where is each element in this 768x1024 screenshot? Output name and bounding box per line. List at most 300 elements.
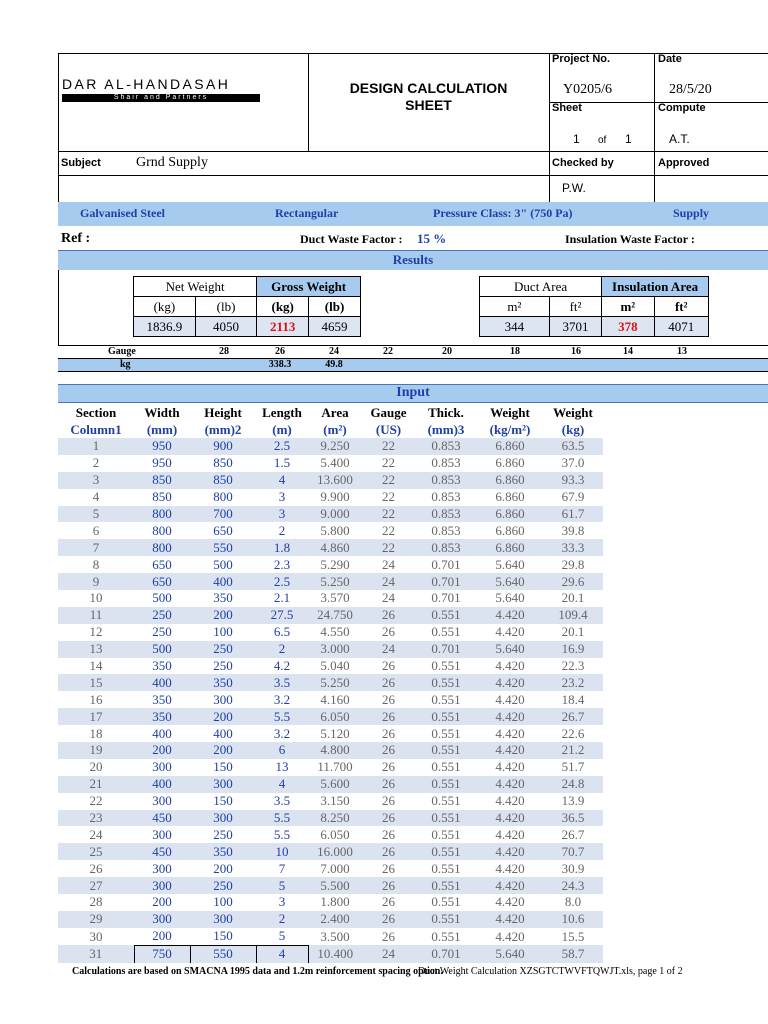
table-cell: 5.640 (477, 573, 543, 590)
table-cell: 5.5 (256, 708, 308, 725)
gauge-number: 16 (571, 346, 581, 357)
table-cell: 4.420 (495, 725, 525, 741)
table-cell: 11 (58, 607, 134, 624)
table-row (58, 455, 603, 472)
table-row (58, 489, 603, 506)
table-cell: 22 (362, 472, 415, 489)
table-cell: 650 (134, 573, 190, 590)
table-cell: 250 (213, 658, 233, 674)
table-cell: 5 (256, 877, 308, 894)
gauge-number: 24 (329, 346, 339, 357)
ins-ft2-unit: ft² (654, 297, 708, 317)
table-cell: 22 (362, 539, 415, 556)
ins-m2-value: 378 (602, 317, 654, 337)
duct-waste-label: Duct Waste Factor : (300, 232, 403, 246)
table-cell: 250 (190, 641, 256, 658)
project-no-value: Y0205/6 (563, 82, 612, 97)
table-cell: 24.3 (543, 877, 603, 894)
table-cell: 15.5 (561, 928, 585, 944)
table-cell: 0.701 (431, 590, 461, 606)
table-cell: 100 (213, 624, 233, 640)
table-row (58, 708, 603, 725)
table-row (58, 877, 603, 894)
table-cell: 850 (190, 472, 256, 489)
table-cell: 30.9 (561, 860, 585, 876)
table-cell: 20 (89, 759, 103, 775)
column-unit: (m) (272, 421, 292, 437)
input-title: Input (396, 385, 430, 400)
table-cell: 6 (256, 742, 308, 759)
table-cell: 250 (152, 624, 172, 640)
table-cell: 2 (256, 641, 308, 658)
table-cell: 1.5 (273, 455, 291, 471)
company-logo (62, 76, 260, 102)
table-cell: 2.3 (273, 556, 291, 572)
table-cell: 4.420 (477, 810, 543, 827)
table-cell: 29.6 (543, 573, 603, 590)
table-cell: 58.7 (543, 945, 603, 962)
duct-waste-value: 15 % (417, 231, 447, 246)
subject-label: Subject (61, 157, 101, 169)
table-cell: 26 (382, 894, 395, 910)
table-cell: 4 (256, 472, 308, 489)
table-cell: 29.8 (561, 556, 585, 572)
table-cell: 350 (213, 590, 233, 606)
duct-ft2-unit: ft² (549, 297, 601, 317)
duct-m2-value: 344 (480, 317, 550, 337)
table-cell: 4.550 (320, 624, 350, 640)
table-cell: 26.7 (543, 708, 603, 725)
column-header: Height (204, 404, 242, 420)
table-cell: 7 (278, 860, 286, 876)
table-cell: 24.8 (543, 776, 603, 793)
table-cell: 850 (213, 455, 233, 471)
table-cell: 350 (190, 843, 256, 860)
table-cell: 5.500 (308, 877, 362, 894)
table-cell: 22.6 (561, 725, 585, 741)
table-cell: 25 (58, 843, 134, 860)
footer-note: Calculations are based on SMACNA 1995 data and 1.2m reinforcement spacing option. (72, 966, 443, 977)
table-cell: 6.860 (477, 539, 543, 556)
table-cell: 250 (134, 607, 190, 624)
column-header: Gauge (370, 404, 407, 420)
table-cell: 24.750 (308, 607, 362, 624)
table-cell: 0.853 (415, 539, 477, 556)
table-cell: 30 (89, 928, 103, 944)
table-cell: 26 (362, 810, 415, 827)
column-unit: Column1 (70, 421, 122, 437)
table-cell: 26 (362, 843, 415, 860)
net-weight-label: Net Weight (134, 277, 257, 297)
table-cell: 2.400 (308, 911, 362, 928)
table-cell: 24 (362, 641, 415, 658)
table-cell: 5.290 (320, 556, 350, 572)
table-cell: 18 (89, 725, 103, 741)
table-cell: 22 (382, 522, 395, 538)
table-cell: 750 (134, 945, 190, 962)
table-cell: 550 (190, 945, 256, 962)
table-cell: 3 (278, 894, 286, 910)
gross-lb-value: 4659 (309, 317, 361, 337)
table-cell: 15 (58, 674, 134, 691)
table-row (58, 759, 603, 776)
company-name: DAR AL-HANDASAH (62, 76, 231, 92)
insulation-waste-label: Insulation Waste Factor : (565, 232, 695, 246)
column-unit: (mm) (146, 421, 178, 437)
table-cell: 22 (89, 793, 103, 809)
table-cell: 200 (190, 607, 256, 624)
table-cell: 150 (213, 928, 233, 944)
table-cell: 0.551 (431, 826, 461, 842)
table-cell: 24 (382, 556, 395, 572)
table-cell: 300 (152, 759, 172, 775)
table-row (58, 573, 603, 590)
table-row (58, 539, 603, 556)
input-unit-row (58, 421, 603, 438)
gauge-strip (58, 346, 768, 373)
gauge-number: 26 (275, 346, 285, 357)
table-cell: 17 (58, 708, 134, 725)
table-cell: 26 (362, 877, 415, 894)
table-cell: 5.800 (320, 522, 350, 538)
table-cell: 500 (152, 590, 172, 606)
table-cell: 5.640 (477, 641, 543, 658)
table-cell: 4.420 (477, 742, 543, 759)
table-cell: 4.420 (495, 691, 525, 707)
area-table (479, 276, 709, 337)
table-cell: 8.250 (308, 810, 362, 827)
table-cell: 26 (382, 725, 395, 741)
table-cell: 5.400 (320, 455, 350, 471)
table-cell: 4.420 (477, 843, 543, 860)
table-cell: 150 (213, 759, 233, 775)
table-cell: 22 (362, 438, 415, 455)
checked-value: P.W. (562, 181, 586, 195)
table-cell: 450 (134, 843, 190, 860)
table-cell: 4.420 (477, 607, 543, 624)
table-cell: 22.3 (561, 658, 585, 674)
date-label: Date (658, 53, 682, 65)
table-cell: 4.420 (477, 708, 543, 725)
table-cell: 13 (275, 759, 289, 775)
table-cell: 26 (382, 860, 395, 876)
table-cell: 100 (213, 894, 233, 910)
table-cell: 0.853 (431, 455, 461, 471)
table-cell: 21.2 (543, 742, 603, 759)
table-cell: 3.5 (256, 674, 308, 691)
table-cell: 2 (256, 911, 308, 928)
table-cell: 550 (190, 539, 256, 556)
table-row (58, 894, 603, 911)
table-cell: 0.551 (415, 742, 477, 759)
approved-label: Approved (658, 157, 710, 169)
gauge-number: 13 (677, 346, 687, 357)
column-header: Length (262, 404, 302, 420)
table-cell: 5.5 (256, 810, 308, 827)
table-cell: 6.050 (308, 708, 362, 725)
table-cell: 0.551 (431, 691, 461, 707)
table-row (58, 843, 603, 860)
table-cell: 24 (382, 590, 395, 606)
table-cell: 5 (278, 928, 286, 944)
table-cell: 11.700 (317, 759, 353, 775)
table-cell: 16.9 (543, 641, 603, 658)
table-row (58, 522, 603, 539)
table-cell: 3.2 (273, 691, 291, 707)
table-cell: 450 (134, 810, 190, 827)
table-cell: 350 (134, 708, 190, 725)
table-cell: 26 (362, 776, 415, 793)
gauge-number: 28 (219, 346, 229, 357)
net-kg-value: 1836.9 (134, 317, 196, 337)
table-row (58, 438, 603, 455)
ins-m2-unit: m² (602, 297, 654, 317)
gross-kg-value: 2113 (257, 317, 309, 337)
table-cell: 4.420 (495, 860, 525, 876)
footer-file: Duct Weight Calculation XZSGTCTWVFTQWJT.xls, page 1 of 2 (418, 966, 683, 977)
table-cell: 33.3 (543, 539, 603, 556)
table-cell: 3.570 (320, 590, 350, 606)
table-cell: 26 (362, 742, 415, 759)
table-cell: 850 (152, 489, 172, 505)
table-cell: 24 (362, 945, 415, 962)
table-cell: 300 (134, 911, 190, 928)
table-cell: 5.600 (308, 776, 362, 793)
table-cell: 10.6 (543, 911, 603, 928)
table-cell: 13.600 (308, 472, 362, 489)
table-cell: 2 (92, 455, 100, 471)
material: Galvanised Steel (80, 206, 166, 220)
table-cell: 800 (213, 489, 233, 505)
table-row (58, 506, 603, 523)
duct-area-label: Duct Area (480, 277, 602, 297)
table-cell: 0.551 (415, 810, 477, 827)
table-cell: 26 (382, 793, 395, 809)
table-row (58, 776, 603, 793)
table-cell: 10 (256, 843, 308, 860)
table-cell: 12 (89, 624, 103, 640)
table-row (58, 928, 603, 945)
table-cell: 400 (213, 725, 233, 741)
table-cell: 950 (152, 455, 172, 471)
column-header: Weight (490, 404, 530, 420)
table-cell: 4 (256, 776, 308, 793)
table-cell: 6.5 (273, 624, 291, 640)
table-cell: 900 (190, 438, 256, 455)
table-cell: 7.000 (320, 860, 350, 876)
table-cell: 6.860 (495, 455, 525, 471)
table-cell: 70.7 (543, 843, 603, 860)
table-cell: 5.5 (273, 826, 291, 842)
table-cell: 5.120 (320, 725, 350, 741)
sheet-number: 1 (573, 132, 580, 146)
table-cell: 26 (362, 607, 415, 624)
column-unit: (mm)2 (204, 421, 242, 437)
table-cell: 4.420 (495, 759, 525, 775)
column-header: Width (144, 404, 180, 420)
ref-label: Ref : (61, 231, 91, 246)
table-cell: 26 (382, 759, 395, 775)
table-cell: 9.250 (308, 438, 362, 455)
table-cell: 6 (92, 522, 100, 538)
table-cell: 300 (190, 911, 256, 928)
weight-table (133, 276, 361, 337)
table-cell: 4.420 (477, 877, 543, 894)
table-cell: 0.701 (415, 573, 477, 590)
input-header-row (58, 404, 603, 421)
gauge-kg-value: 49.8 (325, 359, 343, 370)
table-cell: 200 (190, 708, 256, 725)
table-cell: 300 (190, 810, 256, 827)
table-cell: 200 (152, 894, 172, 910)
table-cell: 22 (362, 506, 415, 523)
table-cell: 200 (152, 928, 172, 944)
table-cell: 3 (278, 489, 286, 505)
table-cell: 26 (362, 911, 415, 928)
table-cell: 27.5 (256, 607, 308, 624)
table-cell: 500 (213, 556, 233, 572)
table-row (58, 641, 603, 658)
column-header: Section (75, 404, 117, 420)
table-cell: 0.551 (431, 759, 461, 775)
table-cell: 4.860 (308, 539, 362, 556)
table-cell: 200 (213, 860, 233, 876)
table-cell: 109.4 (543, 607, 603, 624)
table-cell: 4 (256, 945, 308, 962)
table-cell: 26 (362, 674, 415, 691)
shape: Rectangular (275, 206, 339, 220)
table-cell: 37.0 (561, 455, 585, 471)
table-cell: 5.640 (495, 590, 525, 606)
table-cell: 350 (152, 658, 172, 674)
table-cell: 23 (58, 810, 134, 827)
table-cell: 350 (190, 674, 256, 691)
table-cell: 650 (213, 522, 233, 538)
table-cell: 9.900 (320, 489, 350, 505)
table-cell: 0.551 (415, 708, 477, 725)
table-cell: 0.551 (431, 658, 461, 674)
table-cell: 5.250 (308, 674, 362, 691)
table-cell: 67.9 (561, 489, 585, 505)
sheet-title-line2: SHEET (405, 97, 452, 113)
table-cell: 6.860 (477, 438, 543, 455)
table-cell: 4.420 (495, 928, 525, 944)
table-cell: 300 (134, 877, 190, 894)
gross-weight-label: Gross Weight (257, 277, 361, 297)
table-cell: 0.701 (415, 945, 477, 962)
table-cell: 0.551 (431, 860, 461, 876)
column-unit: (m²) (323, 421, 347, 437)
gauge-kg-label: kg (120, 359, 131, 370)
company-subtitle: Shair and Partners (62, 94, 260, 102)
gauge-number: 14 (623, 346, 633, 357)
table-cell: 500 (134, 641, 190, 658)
table-cell: 6.050 (320, 826, 350, 842)
insulation-area-label: Insulation Area (602, 277, 709, 297)
sheet-title-line1: DESIGN CALCULATION (349, 80, 508, 96)
table-cell: 1.800 (320, 894, 350, 910)
table-cell: 300 (152, 793, 172, 809)
table-cell: 400 (152, 725, 172, 741)
table-cell: 4 (92, 489, 100, 505)
table-cell: 950 (134, 438, 190, 455)
table-cell: 4.420 (477, 674, 543, 691)
table-cell: 6.860 (495, 522, 525, 538)
table-cell: 0.551 (415, 674, 477, 691)
table-cell: 300 (152, 826, 172, 842)
gauge-number: 22 (383, 346, 393, 357)
table-cell: 0.551 (415, 877, 477, 894)
table-cell: 200 (190, 742, 256, 759)
system-type: Supply (673, 206, 710, 220)
sheet-title (308, 80, 549, 114)
table-cell: 10 (89, 590, 103, 606)
table-cell: 800 (152, 522, 172, 538)
table-cell: 3 (58, 472, 134, 489)
table-cell: 1 (58, 438, 134, 455)
table-cell: 0.551 (415, 607, 477, 624)
project-no-label: Project No. (552, 53, 611, 65)
table-cell: 5.640 (495, 556, 525, 572)
checked-label: Checked by (552, 157, 614, 169)
computed-value: A.T. (669, 132, 690, 146)
table-cell: 13 (58, 641, 134, 658)
table-row (58, 590, 603, 607)
table-cell: 93.3 (543, 472, 603, 489)
table-row (58, 674, 603, 691)
table-cell: 300 (152, 860, 172, 876)
gauge-label: Gauge (108, 346, 136, 357)
table-row (58, 742, 603, 759)
table-cell: 4.420 (495, 894, 525, 910)
table-cell: 800 (134, 539, 190, 556)
subject-value: Grnd Supply (136, 155, 208, 170)
table-cell: 6.860 (495, 489, 525, 505)
table-cell: 0.853 (415, 472, 477, 489)
table-cell: 26 (382, 928, 395, 944)
table-cell: 2.5 (256, 438, 308, 455)
table-row (58, 556, 603, 573)
table-cell: 5.040 (320, 658, 350, 674)
table-cell: 22 (382, 455, 395, 471)
results-title: Results (392, 252, 434, 267)
table-cell: 16.000 (308, 843, 362, 860)
column-header: Thick. (428, 404, 464, 420)
gross-lb-unit: (lb) (309, 297, 361, 317)
ins-ft2-value: 4071 (654, 317, 708, 337)
gross-kg-unit: (kg) (257, 297, 309, 317)
table-cell: 18.4 (561, 691, 585, 707)
column-header: Weight (553, 404, 593, 420)
table-cell: 10.400 (308, 945, 362, 962)
table-cell: 0.551 (415, 911, 477, 928)
table-cell: 0.551 (415, 843, 477, 860)
table-cell: 3.5 (273, 793, 291, 809)
table-cell: 350 (152, 691, 172, 707)
table-cell: 20.1 (561, 590, 585, 606)
net-kg-unit: (kg) (134, 297, 196, 317)
table-cell: 16 (89, 691, 103, 707)
table-cell: 27 (58, 877, 134, 894)
table-cell: 22 (382, 489, 395, 505)
table-cell: 800 (134, 506, 190, 523)
table-cell: 0.551 (431, 793, 461, 809)
sheet-of: of (598, 135, 607, 146)
table-cell: 9.000 (308, 506, 362, 523)
table-cell: 0.701 (431, 556, 461, 572)
table-cell: 5.250 (308, 573, 362, 590)
table-cell: 0.551 (431, 928, 461, 944)
